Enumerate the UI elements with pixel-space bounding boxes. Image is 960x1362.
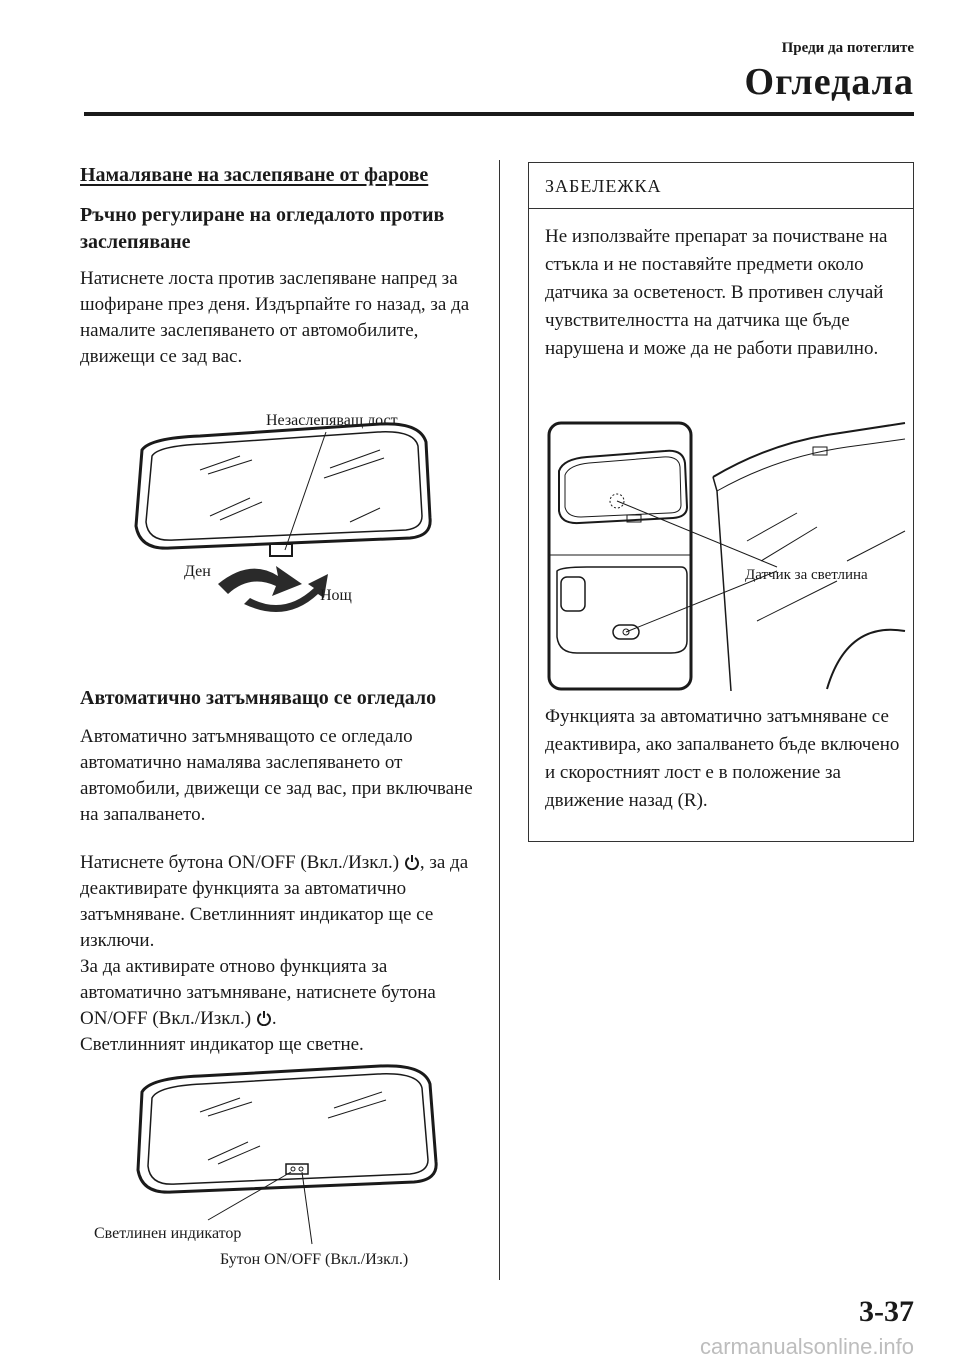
para2-text-d: . bbox=[271, 1008, 277, 1029]
anti-glare-body: Натиснете лоста против заслепяване напред за шофиране през деня. Издърпайте го назад, за да намалите заслепяването от автомобилите, движещи се зад вас. bbox=[80, 268, 470, 367]
manual-anti-glare-subheading: Ръчно регулиране на огледалото против заслепяване bbox=[80, 204, 445, 253]
section-title: Преди да потеглите bbox=[781, 40, 914, 56]
anti-glare-heading: Намаляване на заслепяване от фарове bbox=[80, 164, 429, 186]
button-leader-line bbox=[302, 1172, 312, 1244]
sensor-label: Датчик за светлина bbox=[745, 567, 868, 583]
auto-dimming-para2 bbox=[80, 850, 490, 1058]
auto-dimming-body bbox=[80, 724, 490, 1058]
power-icon bbox=[256, 1010, 272, 1026]
watermark: carmanualsonline.info bbox=[699, 1334, 914, 1359]
indicator-leader-line bbox=[208, 1172, 291, 1220]
auto-dimming-mirror-figure bbox=[80, 1062, 480, 1284]
page-number: 3-37 bbox=[859, 1295, 914, 1328]
mirror-lever-figure bbox=[80, 398, 480, 628]
column-divider bbox=[499, 160, 500, 1280]
anti-glare-section bbox=[80, 160, 480, 370]
night-label: Нощ bbox=[320, 587, 352, 604]
para2-text-a: Натиснете бутона ON/OFF (Вкл./Изкл.) bbox=[80, 852, 400, 873]
sensor-illustration bbox=[549, 423, 905, 691]
indicator-label: Светлинен индикатор bbox=[94, 1225, 242, 1242]
mirror-illustration bbox=[136, 424, 430, 556]
note-text-1: Не използвайте препарат за почистване на стъкла и не поставяйте предмети около датчика за осветеност. В противен случай чувствителността на датчика ще бъде нарушена и може да не работи правилно. bbox=[545, 226, 888, 359]
note-text-2: Функцията за автоматично затъмняване се деактивира, ако запалването бъде включено и скоростният лост е в положение за движение назад (R). bbox=[545, 706, 900, 811]
auto-dimming-heading: Автоматично затъмняващо се огледало bbox=[80, 687, 437, 709]
light-sensor-figure bbox=[547, 421, 909, 691]
day-night-arrow-icon bbox=[218, 566, 328, 612]
para2-text-c: За да активирате отново функцията за автоматично затъмняване, натиснете бутона ON/OFF (Вкл./Изкл.) bbox=[80, 956, 436, 1029]
note-title: ЗАБЕЛЕЖКА bbox=[529, 163, 913, 209]
button-label: Бутон ON/OFF (Вкл./Изкл.) bbox=[220, 1251, 409, 1268]
day-label: Ден bbox=[184, 563, 211, 580]
header-rule bbox=[84, 112, 914, 116]
note-box bbox=[528, 162, 914, 842]
sensor-leader-line-upper bbox=[617, 501, 777, 567]
lever-leader-line bbox=[285, 432, 326, 550]
para2-text-e: Светлинният индикатор ще светне. bbox=[80, 1034, 364, 1055]
mirror-illustration bbox=[138, 1066, 436, 1192]
page-title: Огледала bbox=[744, 61, 914, 103]
power-icon bbox=[404, 854, 420, 870]
lever-label: Незаслепяващ лост bbox=[266, 412, 398, 429]
auto-dimming-para1: Автоматично затъмняващото се огледало автоматично намалява заслепяването от автомобили, движещи се зад вас, при включване на запалването. bbox=[80, 726, 473, 825]
para2-text-b: , за да деактивирате функцията за автоматично затъмняване. Светлинният индикатор ще се изключи. bbox=[80, 852, 469, 951]
